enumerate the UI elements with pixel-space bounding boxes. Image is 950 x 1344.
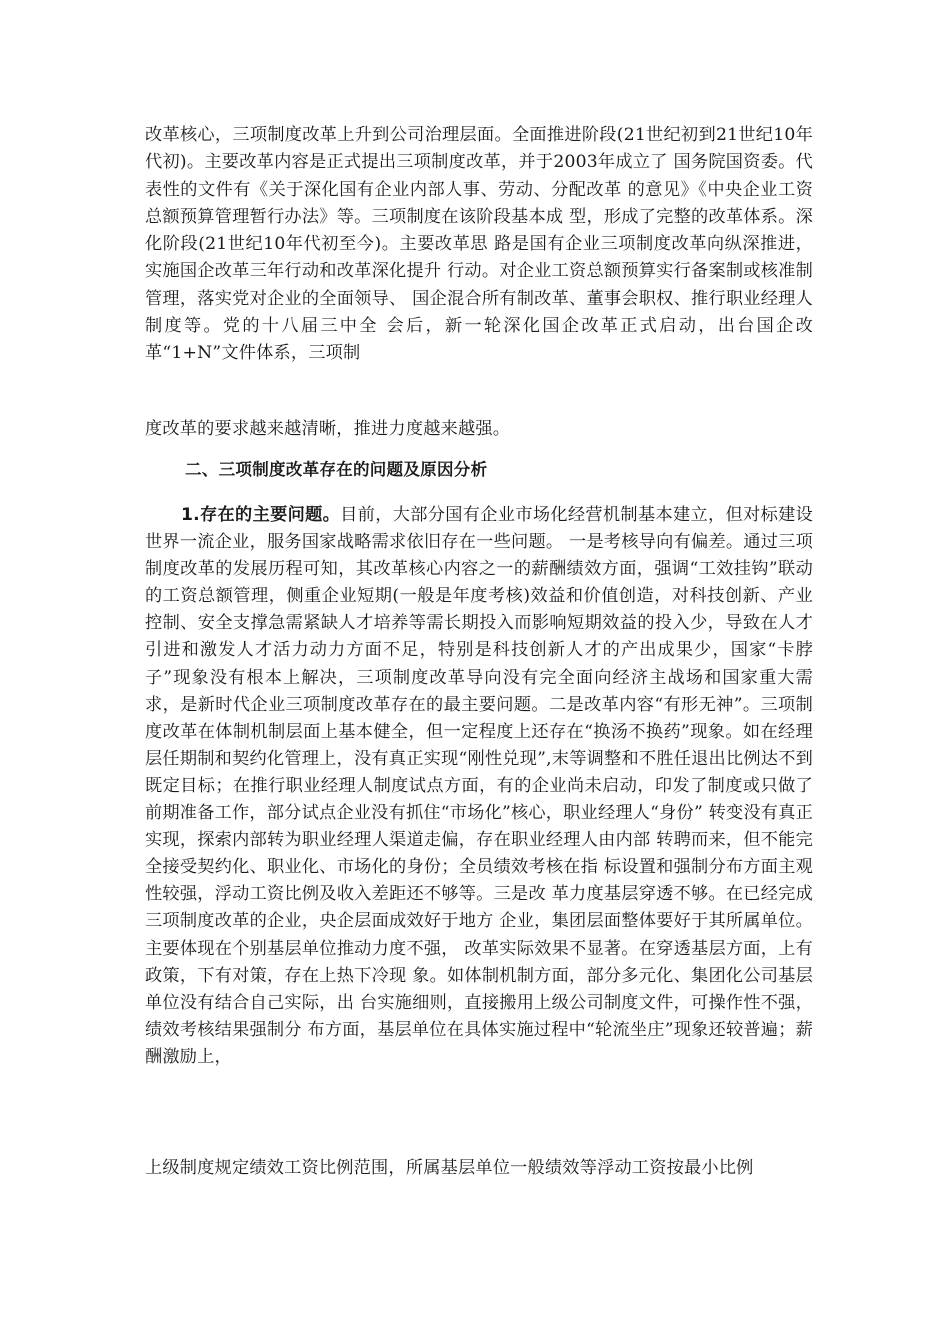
body-paragraph: 改革核心，三项制度改革上升到公司治理层面。全面推进阶段(21世纪初到21世纪10年代初)。主要改革内容是正式提出三项制度改革，并于2003年成立了 国务院国资委。代表性的文件有《关于深化国有企业内部人事、劳动、分配改革 的意见》《中央企业工资总额预算管理暂行办法》等。三项制度在该阶段基本成 型，形成了完整的改革体系。深化阶段(21世纪10年代初至今)。主要改革思 路是国有企业三项制度改革向纵深推进，实施国企改革三年行动和改革深化提升 行动。对企业工资总额预算实行备案制或核准制管理，落实党对企业的全面领导、 国企混合所有制改革、董事会职权、推行职业经理人制度等。党的十八届三中全 会后，新一轮深化国企改革正式启动，出台国企改革“1+N”文件体系，三项制 xyxy=(145,125,813,364)
section-heading: 二、三项制度改革存在的问题及原因分析 xyxy=(185,460,488,479)
body-paragraph: 度改革的要求越来越清晰，推进力度越来越强。 xyxy=(145,419,511,439)
paragraph-lead-title: 1.存在的主要问题。 xyxy=(181,505,341,525)
body-paragraph xyxy=(145,502,813,1071)
paragraph-body-text: 目前，大部分国有企业市场化经营机制基本建立，但对标建设世界一流企业，服务国家战略需求依旧存在一些问题。 一是考核导向有偏差。通过三项制度改革的发展历程可知，其改革核心内容之一的薪酬绩效方面，强调“工效挂钩”联动的工资总额管理，侧重企业短期(一般是年度考核)效益和价值创造，对科技创新、产业控制、安全支撑急需紧缺人才培养等需长期投入而影响短期效益的投入少，导致在人才引进和激发人才活力动力方面不足，特别是科技创新人才的产出成果少，国家“卡脖子”现象没有根本上解决，三项制度改革导向没有完全面向经济主战场和国家重大需求，是新时代企业三项制度改革存在的最主要问题。二是改革内容“有形无神”。三项制度改革在体制机制层面上基本健全，但一定程度上还存在“换汤不换药”现象。如在经理层任期制和契约化管理上，没有真正实现“刚性兑现”,末等调整和不胜任退出比例达不到既定目标；在推行职业经理人制度试点方面，有的企业尚未启动，印发了制度或只做了前期准备工作，部分试点企业没有抓住“市场化”核心，职业经理人“身份” 转变没有真正实现，探索内部转为职业经理人渠道走偏，存在职业经理人由内部 转聘而来，但不能完全接受契约化、职业化、市场化的身份；全员绩效考核在指 标设置和强制分布方面主观性较强，浮动工资比例及收入差距还不够等。三是改 革力度基层穿透不够。在已经完成三项制度改革的企业，央企层面成效好于地方 企业，集团层面整体要好于其所属单位。主要体现在个别基层单位推动力度不强， 改革实际效果不显著。在穿透基层方面，上有政策，下有对策，存在上热下冷现 象。如体制机制方面，部分多元化、集团化公司基层单位没有结合自己实际，出 台实施细则，直接搬用上级公司制度文件，可操作性不强，绩效考核结果强制分 布方面，基层单位在具体实施过程中“轮流坐庄”现象还较普遍；薪酬激励上， xyxy=(145,505,813,1067)
body-paragraph: 上级制度规定绩效工资比例范围，所属基层单位一般绩效等浮动工资按最小比例 xyxy=(145,1158,754,1178)
